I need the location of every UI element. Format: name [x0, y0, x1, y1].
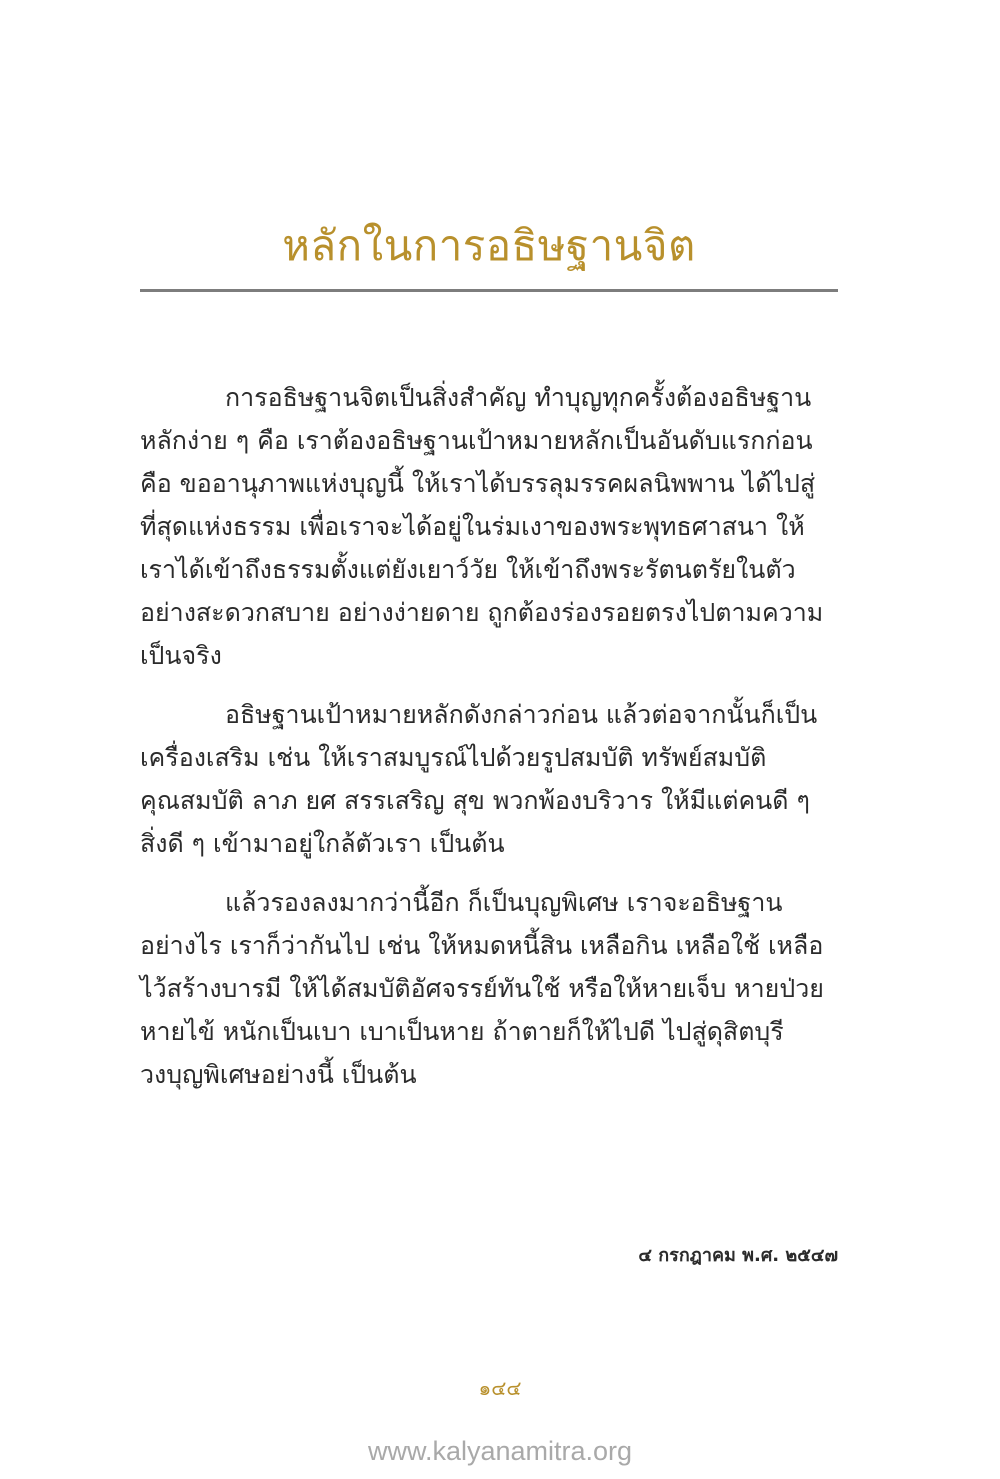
- text-line: เครื่องเสริม เช่น ให้เราสมบูรณ์ไปด้วยรูปสมบัติ ทรัพย์สมบัติ: [140, 743, 767, 772]
- text-line: วงบุญพิเศษอย่างนี้ เป็นต้น: [140, 1060, 417, 1089]
- text-line: หายไข้ หนักเป็นเบา เบาเป็นหาย ถ้าตายก็ให้ไปดี ไปสู่ดุสิตบุรี: [140, 1017, 784, 1046]
- paragraph-2: [140, 693, 838, 865]
- text-line: อย่างสะดวกสบาย อย่างง่ายดาย ถูกต้องร่องรอยตรงไปตามความ: [140, 598, 824, 627]
- text-line: ไว้สร้างบารมี ให้ได้สมบัติอัศจรรย์ทันใช้ หรือให้หายเจ็บ หายป่วย: [140, 974, 824, 1003]
- paragraph-1: [140, 376, 838, 677]
- page-title: หลักในการอธิษฐานจิต: [282, 221, 696, 270]
- title-divider: [140, 289, 838, 292]
- text-line: สิ่งดี ๆ เข้ามาอยู่ใกล้ตัวเรา เป็นต้น: [140, 829, 505, 858]
- text-line: ที่สุดแห่งธรรม เพื่อเราจะได้อยู่ในร่มเงาของพระพุทธศาสนา ให้: [140, 512, 805, 541]
- text-line: คุณสมบัติ ลาภ ยศ สรรเสริญ สุข พวกพ้องบริวาร ให้มีแต่คนดี ๆ: [140, 786, 810, 815]
- text-line: เป็นจริง: [140, 641, 222, 670]
- text-line: เราได้เข้าถึงธรรมตั้งแต่ยังเยาว์วัย ให้เข้าถึงพระรัตนตรัยในตัว: [140, 555, 796, 584]
- website-link[interactable]: www.kalyanamitra.org: [367, 1436, 633, 1466]
- paragraph-3: [140, 881, 838, 1096]
- text-line: อย่างไร เราก็ว่ากันไป เช่น ให้หมดหนี้สิน เหลือกิน เหลือใช้ เหลือ: [140, 931, 824, 960]
- text-line: การอธิษฐานจิตเป็นสิ่งสำคัญ ทำบุญทุกครั้งต้องอธิษฐาน: [225, 383, 812, 412]
- text-line: อธิษฐานเป้าหมายหลักดังกล่าวก่อน แล้วต่อจากนั้นก็เป็น: [225, 700, 818, 729]
- text-line: แล้วรองลงมากว่านี้อีก ก็เป็นบุญพิเศษ เราจะอธิษฐาน: [225, 888, 783, 917]
- text-line: คือ ขออานุภาพแห่งบุญนี้ ให้เราได้บรรลุมรรคผลนิพพาน ได้ไปสู่: [140, 469, 816, 498]
- text-line: หลักง่าย ๆ คือ เราต้องอธิษฐานเป้าหมายหลักเป็นอันดับแรกก่อน: [140, 426, 813, 455]
- page-number: ๑๔๔: [478, 1376, 522, 1400]
- date-line: ๔ กรกฎาคม พ.ศ. ๒๕๔๗: [638, 1245, 838, 1266]
- body-text: [140, 376, 838, 1112]
